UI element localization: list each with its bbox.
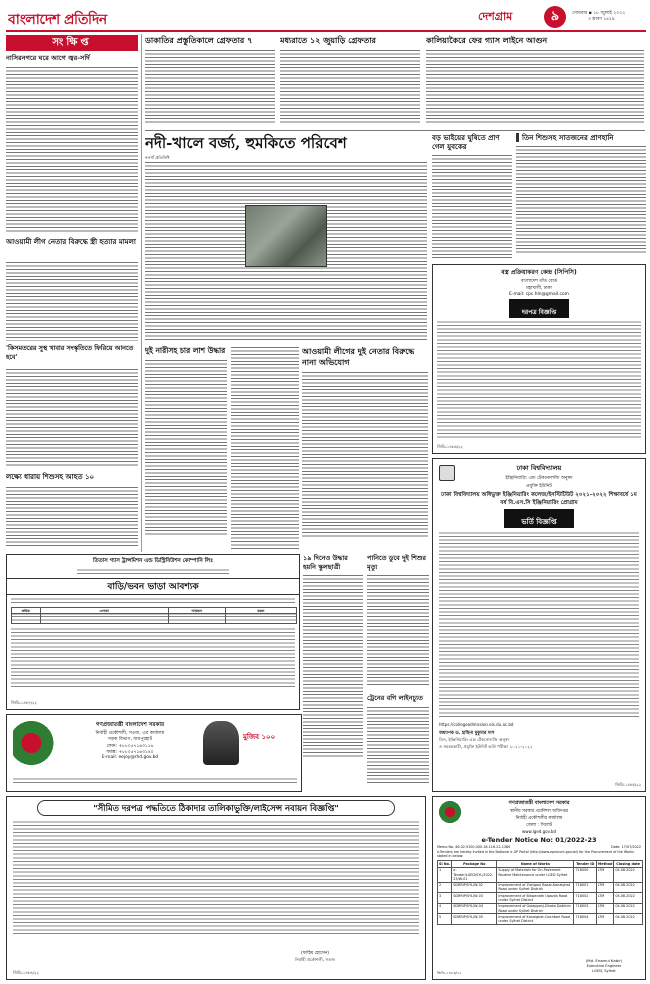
cell: 04.08.2022 xyxy=(614,914,643,925)
enotice-office: নির্বাহী প্রকৌশলীর কার্যালয় xyxy=(515,816,563,821)
du-dean-2: ডিন, ইঞ্জিনিয়ারিং এন্ড টেকনোলজি অনুষদ xyxy=(439,737,510,742)
enotice-sign-2: Executive Engineer xyxy=(586,964,622,968)
lead-byline: নওগাঁ প্রতিনিধি xyxy=(145,155,170,160)
gov-phone: ফোন: +৮৮০৫৭১৬৩১১৬ xyxy=(106,744,154,749)
cell: LTM xyxy=(596,882,613,893)
mujib-portrait xyxy=(203,721,239,765)
cell: SDRRIP/SYL/W-04 xyxy=(452,903,497,914)
lged-logo xyxy=(437,801,463,823)
enotice-dept: স্থানীয় সরকার প্রকৌশল অধিদপ্তর xyxy=(510,809,568,814)
enotice-place: জেলা : সিলেট xyxy=(525,823,553,828)
enotice-th-2: Name of Works xyxy=(497,861,574,867)
story-children-body xyxy=(516,145,646,253)
brief-title-4-text: লক্ষ্যে ধারায় শিশুসহ আহত ১০ xyxy=(6,472,95,481)
du-ad xyxy=(432,458,646,792)
story-al-title: আওয়ামী লীগের দুই নেতার বিরুদ্ধে নানা অভিযোগ xyxy=(302,346,415,367)
brief-title-2 xyxy=(6,237,138,259)
du-gd: জিডি-১৪৮৫/২২ xyxy=(615,782,641,787)
sppc-dorpotro: দরপত্র বিজ্ঞপ্তি xyxy=(521,309,557,316)
seemit-ad xyxy=(6,796,426,980)
story-train-title: ট্রেনের বগি লাইনচ্যুত xyxy=(367,694,423,702)
cell: LTM xyxy=(596,867,613,882)
story-missing-title: ১৯ দিনেও উদ্ধার হয়নি স্কুলছাত্রী xyxy=(303,554,348,571)
gov-dept: নির্বাহী প্রকৌশলী, সওজ, এর কার্যালয় xyxy=(95,731,165,736)
du-body xyxy=(439,531,639,719)
masthead xyxy=(0,0,650,30)
enotice-th-4: Method xyxy=(597,862,613,866)
lead-story xyxy=(145,133,427,343)
cell: SDRRIP/SYL/W-05 xyxy=(452,914,497,925)
story-train xyxy=(367,694,429,790)
story-drown-body xyxy=(367,574,429,686)
rent-intro xyxy=(11,597,295,605)
cell: SDRRIP/SYL/W-03 xyxy=(452,893,497,904)
du-notice-wrap xyxy=(504,509,574,528)
gov-dept-2: সড়ক বিভাগ, জয়পুরহাট xyxy=(107,737,153,742)
sppc-sub: বাংলাদেশ তাঁত বোর্ড xyxy=(520,279,558,284)
brief-body-4 xyxy=(6,486,138,548)
seemit-gd: জিডি-১৪৮৪/২২ xyxy=(13,970,39,975)
du-notice: ভর্তি বিজ্ঞপ্তি xyxy=(521,518,557,526)
brief-body-2 xyxy=(6,261,138,341)
cell: 1 xyxy=(438,867,452,882)
enotice-memo-row xyxy=(437,845,641,849)
rent-addr xyxy=(77,568,229,576)
story-gas xyxy=(426,35,644,127)
story-bodies xyxy=(145,346,227,550)
enotice-th-0: Sl No. xyxy=(439,862,451,866)
sppc-place: মহাখালী, ঢাকা xyxy=(526,286,552,291)
date-line-2: ৩ শ্রাবণ ১৪২৯ xyxy=(588,17,615,22)
enotice-memo: Memo No. 46.02.9100.000.18.116.22-1380 xyxy=(437,845,511,849)
du-line: ইঞ্জিনিয়ারিং এন্ড টেকনোলজি অনুষদ xyxy=(505,476,573,481)
sppc-body xyxy=(437,320,641,438)
rent-footer: জিডি-১৪৮৭/২২ xyxy=(11,700,37,705)
lead-headline: নদী-খালে বর্জ্য, হুমকিতে পরিবেশ xyxy=(145,134,347,152)
rent-title: বাড়ি/ভবন ভাড়া আবশ্যক xyxy=(7,578,299,595)
cell: SDRRIP/SYL/W-02 xyxy=(452,882,497,893)
rent-org: তিতাস গ্যাস ট্রান্সমিশন এন্ড ডিস্ট্রিবিউশন কোম্পানি লিঃ xyxy=(92,558,214,564)
rent-th-0: ক্রমিক xyxy=(12,608,41,614)
cell: 04.08.2022 xyxy=(614,882,643,893)
story-gas-body xyxy=(426,49,644,125)
story-drown-title: পানিতে ডুবে দুই শিশুর মৃত্যু xyxy=(367,554,427,571)
table-row xyxy=(12,614,297,624)
seemit-sign: (ফাহিম হোসেন) xyxy=(301,951,329,956)
etender-ad xyxy=(432,796,646,980)
enotice-gov: গণপ্রজাতন্ত্রী বাংলাদেশ সরকার xyxy=(508,800,570,806)
page-number: ৯ xyxy=(544,6,566,28)
story-gamblers xyxy=(280,35,420,127)
cell: Improvement of Zakiganj Bazar-Kanaighat Road under Sylhet District xyxy=(497,882,574,893)
gov-fax: ফ্যাক্স: +৮৮০৫৭১৬৩১৪০ xyxy=(106,750,154,755)
section-title: দেশগ্রাম xyxy=(478,10,513,23)
sangkhipto-label-text: সংক্ষিপ্ত xyxy=(52,37,92,48)
gov-header: গণপ্রজাতন্ত্রী বাংলাদেশ সরকার xyxy=(95,722,165,728)
story-al xyxy=(302,346,428,550)
cell: 718004 xyxy=(574,914,596,925)
masthead-logo[interactable] xyxy=(8,8,208,28)
enotice-th-3: Tender ID xyxy=(574,861,596,867)
cell: LTM xyxy=(596,914,613,925)
cell: 718002 xyxy=(574,893,596,904)
story-col-2 xyxy=(231,346,299,550)
enotice-table xyxy=(437,860,643,925)
story-robbery xyxy=(145,35,275,127)
du-dean-3: ও সমন্বয়কারী, প্রযুক্তি ইউনিট ভর্তি পরীক্ষা ২০২১-২০২২ xyxy=(439,744,533,749)
enotice-gd: জিডি-১৪৮৩/২২ xyxy=(437,971,462,975)
gov-email[interactable]: E-mail: eejoy@rhd.gov.bd xyxy=(101,755,159,760)
rent-ad xyxy=(6,554,300,710)
du-dean: অধ্যাপক ড. হাছিনা মুকুমার দাস xyxy=(439,731,495,736)
cell: 2 xyxy=(438,882,452,893)
rent-table xyxy=(11,607,297,624)
brief-title-2-text: আওয়ামী লীগ নেতার বিরুদ্ধে স্ত্রী হত্যার মামলা xyxy=(6,237,136,246)
story-brother-title: বড় ভাইয়ের ঘুষিতে প্রাণ গেল যুবকের xyxy=(432,133,500,151)
masthead-rule xyxy=(6,30,646,32)
gov-memo xyxy=(13,777,297,783)
rent-th-2: আয়তন xyxy=(168,608,225,614)
sppc-title: বস্ত্র প্রক্রিয়াকরণ কেন্দ্র (সিপিসি) xyxy=(501,269,577,276)
enotice-title: e-Tender Notice No: 01/2022-23 xyxy=(481,836,597,844)
sppc-ad xyxy=(432,264,646,454)
story-children-title: তিন শিশুসহ সাতজনের প্রাণহানি xyxy=(516,133,646,142)
story-al-body xyxy=(302,371,428,539)
cell: 718000 xyxy=(574,867,596,882)
rent-conditions xyxy=(11,627,295,687)
seemit-body xyxy=(13,820,419,936)
story-missing xyxy=(303,554,363,760)
rent-th-1: এলাকা xyxy=(40,608,168,614)
cell: LTM xyxy=(596,893,613,904)
brief-title-4 xyxy=(6,472,138,484)
table-row xyxy=(438,867,643,882)
cell: 04.08.2022 xyxy=(614,903,643,914)
du-logo xyxy=(439,465,455,481)
cell: 718003 xyxy=(574,903,596,914)
du-link[interactable]: https://collegeadmission.eis.du.ac.bd xyxy=(439,722,514,727)
cell: 04.08.2022 xyxy=(614,893,643,904)
cell: Improvement of Biswanath Upazila Road under Sylhet District xyxy=(497,893,574,904)
brief-body-3 xyxy=(6,368,138,468)
brief-title-3 xyxy=(6,344,138,366)
gov-ad xyxy=(6,714,302,792)
cell: 5 xyxy=(438,914,452,925)
story-robbery-title: ডাকাতির প্রস্তুতিকালে গ্রেফতার ৭ xyxy=(145,35,253,45)
story-brother xyxy=(432,133,512,261)
story-drown xyxy=(367,554,429,690)
col-divider-1 xyxy=(141,34,142,552)
enotice-th-5: Closing date xyxy=(614,861,643,867)
du-name: ঢাকা বিশ্ববিদ্যালয় xyxy=(516,464,562,472)
enotice-th-1: Package No xyxy=(452,861,497,867)
table-row xyxy=(438,914,643,925)
enotice-web[interactable]: www.lged.gov.bd xyxy=(521,829,557,834)
enotice-lead: e-Tenders are hereby invited in the National e-GP Portal (http://www.eprocure.gov.bd) for the Procurement of the Works stated in below: xyxy=(437,850,634,859)
mujib-logo: মুজিব ১০০ xyxy=(243,733,276,741)
enotice-sign: (Md. Enamul Kabir) xyxy=(585,958,623,963)
story-gas-title: কালিয়াকৈরে ফের গ্যাস লাইনে আগুন xyxy=(426,35,548,45)
table-row xyxy=(438,893,643,904)
seemit-title: "সীমিত দরপত্র পদ্ধতিতে ঠিকাদার তালিকাভুক্তি/লাইসেন্স নবায়ন বিজ্ঞপ্তি" xyxy=(37,800,395,816)
story-bodies-title: দুই নারীসহ চার লাশ উদ্ধার xyxy=(145,346,226,355)
cell: LTM xyxy=(596,903,613,914)
brief-title-3-text: 'কিসমতরের সুস্থ খাবার সংস্কৃতিতে ফিরিয়ে আনতে হবে' xyxy=(6,344,134,361)
rent-th-3: মন্তব্য xyxy=(225,608,296,614)
story-bodies-body xyxy=(145,359,227,535)
cell: Improvement of Kanaighat-Gachbari Road under Sylhet District xyxy=(497,914,574,925)
cell: 4 xyxy=(438,903,452,914)
sangkhipto-label xyxy=(6,35,138,51)
story-children xyxy=(516,133,646,261)
enotice-date: Date: 17/07/2022 xyxy=(611,845,641,849)
enotice-sign-3: LGED, Sylhet xyxy=(592,969,616,973)
top-row-rule xyxy=(145,130,645,131)
cell: Supply of Materials for On-Pavement Routine Maintenance under LGED Sylhet xyxy=(497,867,574,882)
logo-text: বাংলাদেশ প্রতিদিন xyxy=(8,12,107,28)
du-unit: প্রযুক্তি ইউনিট xyxy=(526,484,552,489)
cell: 718001 xyxy=(574,882,596,893)
story-robbery-body xyxy=(145,49,275,125)
table-row xyxy=(438,903,643,914)
story-gamblers-title: মধ্যরাতে ১২ জুয়াড়ি গ্রেফতার xyxy=(280,35,376,45)
cell: 04.08.2022 xyxy=(614,867,643,882)
story-brother-body xyxy=(432,154,512,258)
sppc-gd: জিডি-১৪৮৬/২২ xyxy=(437,444,463,449)
cell: e-Tender/LGED/SYL/2022-23/W-01 xyxy=(452,867,497,882)
lead-photo[interactable] xyxy=(245,205,327,267)
story-missing-body xyxy=(303,574,363,758)
table-row xyxy=(438,882,643,893)
story-train-body xyxy=(367,706,429,784)
cell: 3 xyxy=(438,893,452,904)
bangladesh-logo xyxy=(13,721,59,765)
story-gamblers-body xyxy=(280,49,420,125)
du-program: ঢাকা বিশ্ববিদ্যালয় অধিভুক্ত ইঞ্জিনিয়ারিং কলেজ/ইনস্টিটিউট ২০২১-২০২২ শিক্ষাবর্ষে ১ম বর্ষ বি.এস.সি ইঞ্জিনিয়ারিং প্রোগ্রাম xyxy=(441,492,637,506)
date-line: সোমবার ▪ ১৮ জুলাই ২০২২ xyxy=(572,11,626,16)
seemit-sign-2: নির্বাহী প্রকৌশলী, সওজ xyxy=(295,957,335,962)
cell: Improvement of Golapganj-Dhaka Dakkhin Road under Sylhet District xyxy=(497,903,574,914)
sppc-dorpotro-wrap xyxy=(509,299,569,318)
brief-body-1 xyxy=(6,66,138,234)
sppc-email: E-mail: cpc.hln@gmail.com xyxy=(509,292,569,297)
brief-title-1: নাসিরনগরে ঘরে আগে জ্বর-সর্দি xyxy=(6,54,90,62)
